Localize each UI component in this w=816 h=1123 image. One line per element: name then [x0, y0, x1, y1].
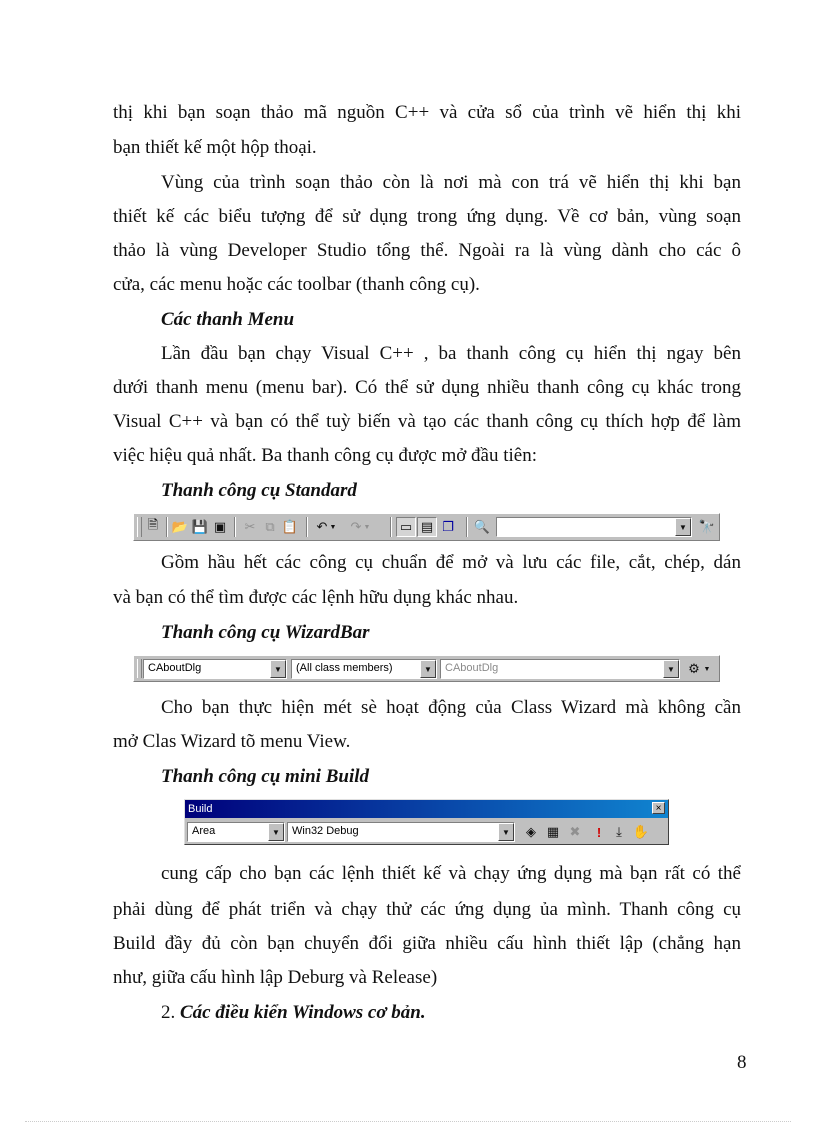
find-in-files-icon[interactable]: 🔍: [473, 519, 491, 534]
toolbar-separator: [234, 517, 236, 537]
undo-icon[interactable]: ↶: [316, 519, 328, 534]
wizardbar-toolbar: [133, 655, 720, 682]
output-icon[interactable]: ▤: [417, 517, 437, 537]
section-number: 2.: [161, 1002, 176, 1023]
wizard-action-dropdown-icon[interactable]: ▼: [703, 665, 711, 673]
section-heading-standard: Thanh công cụ Standard: [161, 480, 357, 501]
section-heading-windows: [161, 1001, 789, 1025]
open-folder-icon[interactable]: 📂: [171, 519, 189, 534]
copy-icon[interactable]: ⧉: [265, 519, 275, 534]
save-all-icon[interactable]: ▣: [213, 519, 227, 534]
text-line: dưới thanh menu (menu bar). Có thể sử dụng nhiều thanh công cụ khác trong: [113, 377, 741, 398]
window-list-icon[interactable]: ❐: [442, 519, 454, 534]
text-line: Gồm hầu hết các công cụ chuẩn để mở và lưu các file, cắt, chép, dán: [161, 552, 741, 573]
build-toolbar-window: [184, 799, 669, 845]
workspace-icon[interactable]: ▭: [396, 517, 416, 537]
page-number: 8: [737, 1052, 747, 1073]
text-line: thị khi bạn soạn thảo mã nguồn C++ và cửa sổ của trình vẽ hiển thị khi: [113, 102, 741, 123]
function-select[interactable]: [440, 659, 680, 679]
text-line: bạn thiết kế một hộp thoại.: [113, 137, 317, 158]
section-heading-build: Thanh công cụ mini Build: [161, 766, 370, 787]
redo-dropdown-icon[interactable]: ▼: [363, 523, 371, 531]
build-title: Build: [188, 803, 213, 815]
cut-icon[interactable]: ✂: [244, 519, 256, 534]
execute-icon[interactable]: !: [596, 824, 602, 840]
toolbar-separator: [466, 517, 468, 537]
text-line: cung cấp cho bạn các lệnh thiết kế và chạy ứng dụng mà bạn rất có thể: [161, 863, 741, 884]
paste-icon[interactable]: 📋: [281, 519, 299, 534]
toolbar-separator: [306, 517, 308, 537]
chevron-down-icon[interactable]: ▼: [270, 660, 286, 678]
text-line: Cho bạn thực hiện mét sè hoạt động của Class Wizard mà không cần: [161, 697, 741, 718]
save-icon[interactable]: 💾: [191, 519, 209, 534]
find-icon[interactable]: 🔭: [698, 519, 716, 534]
text-line: thảo là vùng Developer Studio tổng thể. Ngoài ra là vùng dành cho các ô: [113, 240, 741, 261]
text-line: cửa, các menu hoặc các toolbar (thanh công cụ).: [113, 274, 480, 295]
undo-dropdown-icon[interactable]: ▼: [329, 523, 337, 531]
text-line: như, giữa cấu hình lập Deburg và Release): [113, 967, 438, 988]
page-bottom-rule: [25, 1121, 791, 1122]
text-line: Build đầy đủ còn bạn chuyển đổi giữa nhiều cấu hình thiết lập (chẳng hạn: [113, 933, 741, 954]
toolbar-separator: [166, 517, 168, 537]
chevron-down-icon[interactable]: ▼: [663, 660, 679, 678]
text-line: và bạn có thể tìm được các lệnh hữu dụng khác nhau.: [113, 587, 519, 608]
text-line: phải dùng để phát triển và chạy thử các ứng dụng ủa mình. Thanh công cụ: [113, 899, 741, 920]
find-input[interactable]: [496, 517, 692, 537]
text-line: việc hiệu quả nhất. Ba thanh công cụ được mở đầu tiên:: [113, 445, 537, 466]
build-icon[interactable]: ▦: [546, 824, 560, 839]
toolbar-grip[interactable]: [137, 659, 142, 678]
members-select[interactable]: [291, 659, 437, 679]
toolbar-separator: [390, 517, 392, 537]
chevron-down-icon[interactable]: ▼: [420, 660, 436, 678]
project-select[interactable]: [187, 822, 285, 842]
project-select-value: Area: [192, 825, 216, 837]
text-line: mở Clas Wizard tõ menu View.: [113, 731, 351, 752]
chevron-down-icon[interactable]: ▼: [498, 823, 514, 841]
chevron-down-icon[interactable]: ▼: [268, 823, 284, 841]
function-select-value: CAboutDlg: [445, 662, 499, 674]
compile-icon[interactable]: ◈: [526, 824, 536, 839]
redo-icon[interactable]: ↷: [350, 519, 362, 534]
configuration-select[interactable]: [287, 822, 515, 842]
text-line: thiết kế các biểu tượng để sử dụng trong ứng dụng. Về cơ bản, vùng soạn: [113, 206, 741, 227]
text-line: Lần đầu bạn chạy Visual C++ , ba thanh công cụ hiển thị ngay bên: [161, 343, 741, 364]
breakpoint-hand-icon[interactable]: ✋: [632, 824, 650, 839]
close-icon[interactable]: ×: [652, 802, 665, 814]
chevron-down-icon[interactable]: ▼: [675, 518, 691, 536]
go-icon[interactable]: ⤓: [616, 824, 622, 839]
stop-build-icon[interactable]: ✖: [569, 824, 581, 839]
build-title-bar[interactable]: [185, 800, 668, 818]
wizard-action-icon[interactable]: ⚙: [688, 661, 700, 676]
section-heading-menu: Các thanh Menu: [161, 309, 295, 330]
new-file-icon[interactable]: 🗎: [147, 517, 159, 532]
section-heading-wizardbar: Thanh công cụ WizardBar: [161, 622, 370, 643]
text-line: Visual C++ và bạn có thể tuỳ biến và tạo các thanh công cụ thích hợp để làm: [113, 411, 741, 432]
class-select[interactable]: [143, 659, 287, 679]
standard-toolbar: [133, 513, 720, 541]
toolbar-grip[interactable]: [137, 517, 142, 537]
text-line: Vùng của trình soạn thảo còn là nơi mà con trá vẽ hiển thị khi bạn: [161, 172, 741, 193]
class-select-value: CAboutDlg: [148, 662, 202, 674]
section-title: Các điều kiển Windows cơ bản.: [180, 1002, 426, 1023]
configuration-select-value: Win32 Debug: [292, 825, 359, 837]
members-select-value: (All class members): [296, 662, 393, 674]
